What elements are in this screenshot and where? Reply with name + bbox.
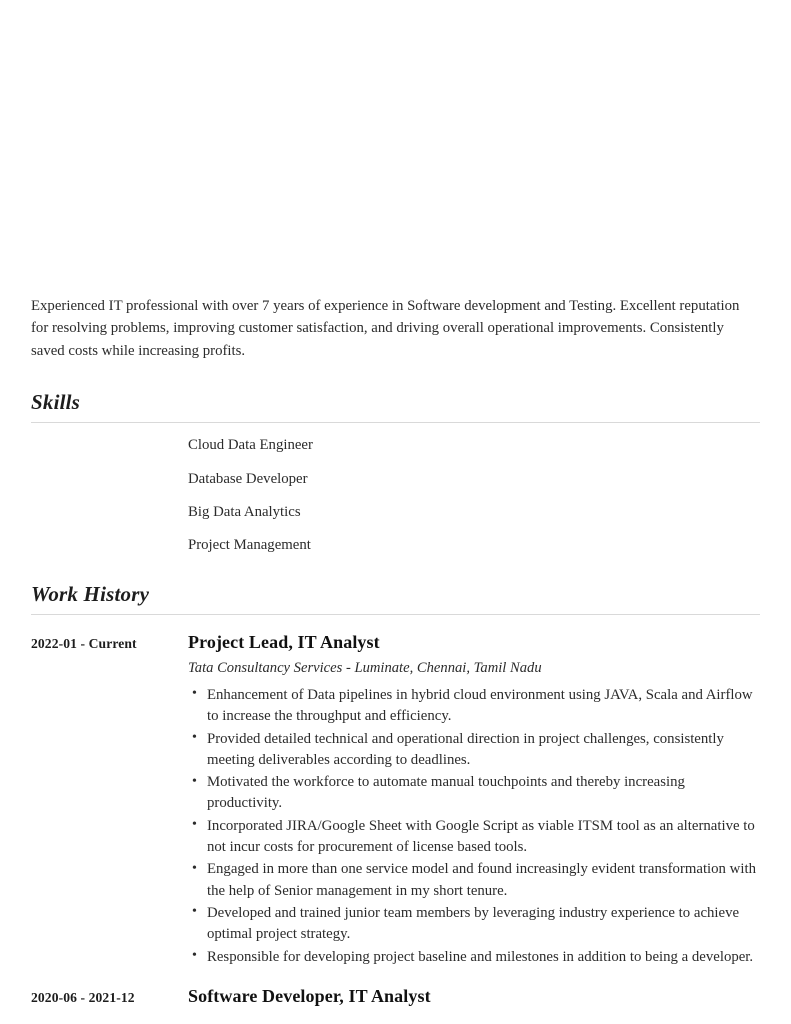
list-item: • Developed and trained junior team members by leveraging industry experience to achieve optimal project strategy. [188, 903, 760, 946]
job-dates: 2020-06 - 2021-12 [31, 989, 135, 1005]
list-item: • Responsible for developing project baseline and milestones in addition to being a developer. [188, 947, 760, 968]
list-item: • Incorporated JIRA/Google Sheet with Google Script as viable ITSM tool as an alternative to not incur costs for procurement of license based tools. [188, 816, 760, 859]
job-company: Tata Consultancy Services - Luminate, Chennai, Tamil Nadu [188, 660, 542, 677]
skills-row [31, 437, 760, 553]
list-item: Database Developer [188, 470, 308, 487]
professional-summary: Experienced IT professional with over 7 years of experience in Software development and Testing. Excellent reputation for resolving problems, improving customer satisfaction, and driving overall operational improvements. Consistently saved costs while increasing profits. [31, 298, 740, 359]
list-item: • Motivated the workforce to automate manual touchpoints and thereby increasing productivity. [188, 772, 760, 815]
job-details-column [188, 631, 760, 969]
skills-heading: Skills [31, 390, 81, 415]
list-item: • Provided detailed technical and operational direction in project challenges, consistently meeting deliverables according to deadlines. [188, 729, 760, 772]
resume-content [0, 295, 791, 1007]
work-history-entry [31, 631, 760, 969]
header-blank-area [0, 0, 791, 295]
work-history-heading: Work History [31, 581, 150, 606]
list-item: Project Management [188, 537, 311, 554]
work-history-entry [31, 985, 760, 1008]
job-title: Software Developer, IT Analyst [188, 985, 431, 1006]
list-item: • Enhancement of Data pipelines in hybrid cloud environment using JAVA, Scala and Airflow to increase the throughput and efficiency. [188, 685, 760, 728]
job-title: Project Lead, IT Analyst [188, 631, 380, 652]
list-item: Cloud Data Engineer [188, 437, 313, 454]
list-item: • Engaged in more than one service model and found increasingly evident transformation with the help of Senior management in my short tenure. [188, 859, 760, 902]
job-dates-column [31, 985, 188, 1007]
job-dates-column [31, 631, 188, 653]
job-dates: 2022-01 - Current [31, 635, 137, 651]
skills-divider [31, 422, 760, 423]
skills-list [188, 437, 760, 553]
work-history-divider [31, 614, 760, 615]
skills-section [31, 390, 760, 553]
job-responsibilities [188, 685, 760, 968]
work-history-section [31, 582, 760, 1008]
list-item: Big Data Analytics [188, 503, 301, 520]
job-details-column [188, 985, 760, 1008]
